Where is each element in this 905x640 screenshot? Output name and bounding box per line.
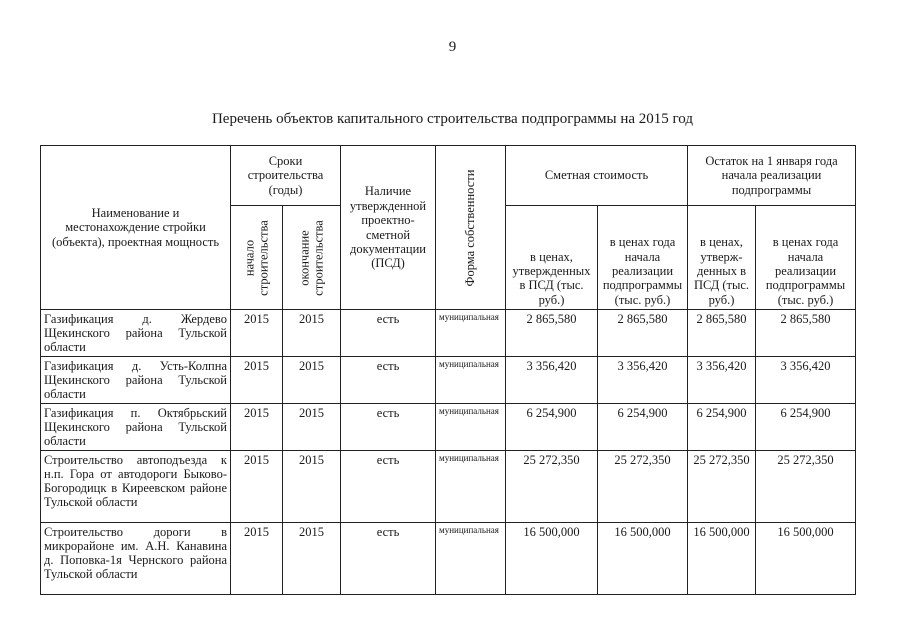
end-year: 2015 bbox=[283, 310, 341, 357]
rem-start: 25 272,350 bbox=[756, 451, 856, 523]
header-terms: Сроки строительства (годы) bbox=[231, 146, 341, 206]
table-row bbox=[41, 451, 856, 523]
rem-start: 6 254,900 bbox=[756, 404, 856, 451]
rem-psd: 25 272,350 bbox=[688, 451, 756, 523]
psd-status: есть bbox=[341, 357, 436, 404]
object-name: Газификация д. Усть-Колпна Щекинского района Тульской области bbox=[41, 357, 231, 404]
rem-start: 3 356,420 bbox=[756, 357, 856, 404]
start-year: 2015 bbox=[231, 523, 283, 595]
table-row bbox=[41, 357, 856, 404]
capital-construction-table bbox=[40, 145, 856, 595]
header-end-text: окончание строительства bbox=[296, 219, 325, 296]
start-year: 2015 bbox=[231, 404, 283, 451]
end-year: 2015 bbox=[283, 404, 341, 451]
rem-psd: 16 500,000 bbox=[688, 523, 756, 595]
table-row bbox=[41, 404, 856, 451]
object-name: Газификация п. Октябрьский Щекинского района Тульской области bbox=[41, 404, 231, 451]
ownership: муниципальная bbox=[436, 404, 506, 451]
header-end bbox=[283, 206, 341, 310]
object-name: Строительство дороги в микрорайоне им. А.Н. Канавина д. Поповка-1я Чернского района Тульской области bbox=[41, 523, 231, 595]
header-ownership-text: Форма собственности bbox=[462, 169, 477, 286]
cost-start: 3 356,420 bbox=[598, 357, 688, 404]
start-year: 2015 bbox=[231, 357, 283, 404]
table-row bbox=[41, 310, 856, 357]
cost-psd: 25 272,350 bbox=[506, 451, 598, 523]
header-cost: Сметная стоимость bbox=[506, 146, 688, 206]
ownership: муниципальная bbox=[436, 357, 506, 404]
header-remainder: Остаток на 1 января года начала реализации подпрограммы bbox=[688, 146, 856, 206]
ownership: муниципальная bbox=[436, 310, 506, 357]
rem-start: 2 865,580 bbox=[756, 310, 856, 357]
ownership: муниципальная bbox=[436, 451, 506, 523]
cost-psd: 2 865,580 bbox=[506, 310, 598, 357]
end-year: 2015 bbox=[283, 451, 341, 523]
header-name: Наименование и местонахождение стройки (объекта), проектная мощность bbox=[41, 146, 231, 310]
cost-psd: 6 254,900 bbox=[506, 404, 598, 451]
rem-psd: 3 356,420 bbox=[688, 357, 756, 404]
start-year: 2015 bbox=[231, 310, 283, 357]
header-rem-psd: в ценах, утверж-денных в ПСД (тыс. руб.) bbox=[688, 206, 756, 310]
start-year: 2015 bbox=[231, 451, 283, 523]
cost-start: 6 254,900 bbox=[598, 404, 688, 451]
header-cost-start: в ценах года начала реализации подпрограммы (тыс. руб.) bbox=[598, 206, 688, 310]
object-name: Газификация д. Жердево Щекинского района Тульской области bbox=[41, 310, 231, 357]
header-start bbox=[231, 206, 283, 310]
table-row bbox=[41, 523, 856, 595]
rem-psd: 2 865,580 bbox=[688, 310, 756, 357]
ownership: муниципальная bbox=[436, 523, 506, 595]
cost-start: 25 272,350 bbox=[598, 451, 688, 523]
header-start-text: начало строительства bbox=[241, 219, 270, 296]
header-ownership bbox=[436, 146, 506, 310]
psd-status: есть bbox=[341, 451, 436, 523]
header-cost-psd: в ценах, утвержденных в ПСД (тыс. руб.) bbox=[506, 206, 598, 310]
rem-psd: 6 254,900 bbox=[688, 404, 756, 451]
cost-psd: 3 356,420 bbox=[506, 357, 598, 404]
psd-status: есть bbox=[341, 310, 436, 357]
rem-start: 16 500,000 bbox=[756, 523, 856, 595]
end-year: 2015 bbox=[283, 523, 341, 595]
cost-psd: 16 500,000 bbox=[506, 523, 598, 595]
object-name: Строительство автоподъезда к н.п. Гора от автодороги Быково-Богородицк в Киреевском районе Тульской области bbox=[41, 451, 231, 523]
cost-start: 16 500,000 bbox=[598, 523, 688, 595]
psd-status: есть bbox=[341, 523, 436, 595]
header-psd: Наличие утвержденной проектно-сметной документации (ПСД) bbox=[341, 146, 436, 310]
end-year: 2015 bbox=[283, 357, 341, 404]
page-number: 9 bbox=[448, 39, 457, 55]
cost-start: 2 865,580 bbox=[598, 310, 688, 357]
psd-status: есть bbox=[341, 404, 436, 451]
header-rem-start: в ценах года начала реализации подпрограммы (тыс. руб.) bbox=[756, 206, 856, 310]
document-title: Перечень объектов капитального строительства подпрограммы на 2015 год bbox=[211, 111, 694, 127]
